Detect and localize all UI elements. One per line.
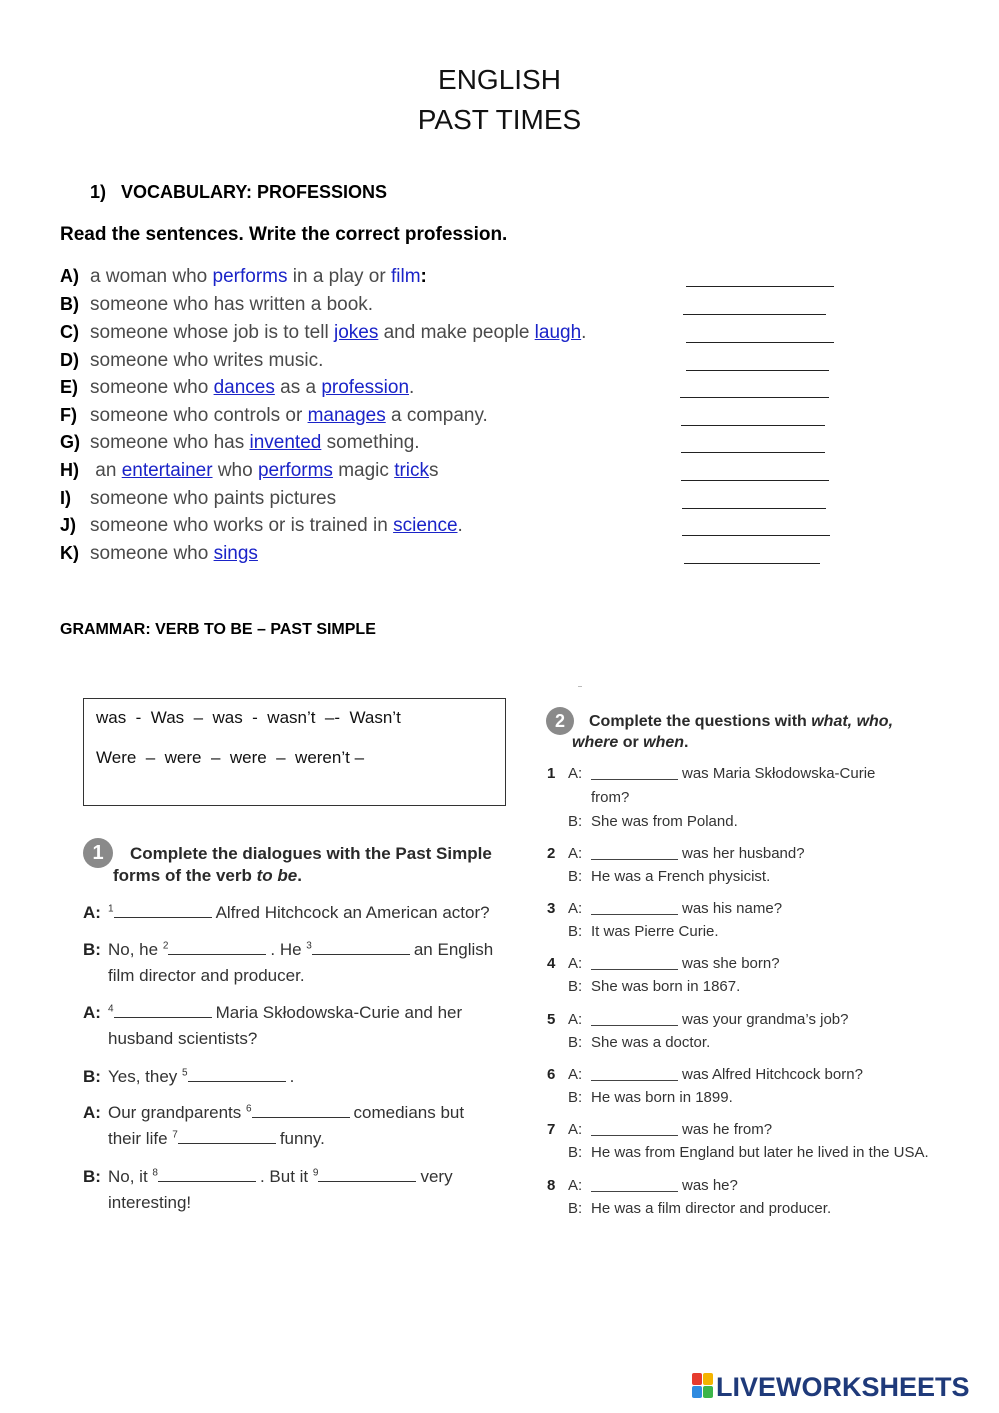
dialogue-text: . xyxy=(289,1067,295,1086)
question-label-a: A: xyxy=(568,955,583,972)
dialogue-text: an English xyxy=(413,940,494,959)
question-number: 4 xyxy=(547,955,556,972)
answer-gap[interactable] xyxy=(318,1167,416,1182)
question-gap[interactable] xyxy=(591,969,678,970)
exercise-1-title-emphasis: to be xyxy=(256,866,298,885)
logo-icon xyxy=(692,1373,714,1399)
vocabulary-text: a company. xyxy=(385,405,488,426)
question-number: 1 xyxy=(547,765,556,782)
question-label-b: B: xyxy=(568,923,583,940)
exercise-2-title-line2 xyxy=(572,734,688,752)
vocabulary-text: film xyxy=(390,266,421,287)
question-text: was her husband? xyxy=(682,845,805,862)
vocabulary-item xyxy=(60,515,463,541)
vocabulary-text: performs xyxy=(212,266,288,287)
vocabulary-item xyxy=(60,377,414,403)
answer-blank[interactable] xyxy=(686,342,834,343)
dialogue-speaker: A: xyxy=(83,903,101,922)
vocabulary-link[interactable]: jokes xyxy=(333,322,379,343)
question-gap[interactable] xyxy=(591,1025,678,1026)
gap-number: 2 xyxy=(162,940,169,952)
answer-gap[interactable] xyxy=(114,903,212,918)
dialogue-line-continued: film director and producer. xyxy=(108,966,305,985)
vocabulary-item-letter: C) xyxy=(60,322,79,342)
vocabulary-item xyxy=(60,294,373,320)
question-label-a: A: xyxy=(568,1121,583,1138)
exercise-2-title-emphasis-2: where xyxy=(572,734,619,751)
vocabulary-text: as a xyxy=(274,377,322,398)
question-label-a: A: xyxy=(568,765,583,782)
vocabulary-item-letter: J) xyxy=(60,515,77,535)
question-text: was Maria Skłodowska-Curie xyxy=(682,765,876,782)
vocabulary-link[interactable]: science xyxy=(393,515,458,536)
vocabulary-item xyxy=(60,460,439,486)
vocabulary-text: and make people xyxy=(378,322,535,343)
page-title-line1: ENGLISH xyxy=(438,64,561,95)
exercise-1-title-line1: Complete the dialogues with the Past Simple xyxy=(130,844,492,863)
gap-number: 4 xyxy=(108,1003,114,1015)
answer-text: It was Pierre Curie. xyxy=(591,923,719,940)
dialogue-speaker: B: xyxy=(83,1167,101,1186)
vocabulary-text: someone who has written a book. xyxy=(90,294,374,315)
vocabulary-text: in a play or xyxy=(287,266,391,287)
dialogue-text: Maria Skłodowska-Curie and her xyxy=(215,1003,463,1022)
vocabulary-text: someone whose job is to tell xyxy=(90,322,334,343)
dialogue-text: Yes, they xyxy=(108,1067,183,1086)
answer-text: She was born in 1867. xyxy=(591,978,741,995)
dialogue-line xyxy=(108,1067,294,1087)
dialogue-line xyxy=(108,1167,453,1187)
dialogue-text: . But it xyxy=(259,1167,313,1186)
exercise-2-title-or: or xyxy=(618,734,644,751)
vocabulary-item-letter: H) xyxy=(60,460,79,480)
dialogue-line xyxy=(108,1003,462,1023)
exercise-1-title-text: forms of the verb xyxy=(113,866,257,885)
vocabulary-link[interactable]: trick xyxy=(394,460,430,481)
question-text: was his name? xyxy=(682,900,783,917)
question-number: 6 xyxy=(547,1066,556,1083)
gap-number: 8 xyxy=(152,1167,158,1179)
question-label-b: B: xyxy=(568,868,583,885)
gap-number: 9 xyxy=(312,1167,319,1179)
question-label-a: A: xyxy=(568,845,583,862)
exercise-1-title-period: . xyxy=(297,866,302,885)
dialogue-line xyxy=(108,1103,464,1123)
answer-gap[interactable] xyxy=(158,1167,256,1182)
vocabulary-text: someone who works or is trained in xyxy=(90,515,394,536)
answer-text: She was from Poland. xyxy=(591,813,738,830)
question-label-a: A: xyxy=(568,1066,583,1083)
gap-number: 1 xyxy=(108,903,114,915)
answer-blank[interactable] xyxy=(682,535,830,536)
vocabulary-item-letter: K) xyxy=(60,543,79,563)
question-number: 3 xyxy=(547,900,556,917)
gap-number: 7 xyxy=(172,1129,178,1141)
dialogue-line xyxy=(108,903,490,923)
question-label-b: B: xyxy=(568,1144,583,1161)
vocabulary-text: something. xyxy=(321,432,420,453)
question-text: was she born? xyxy=(682,955,780,972)
question-label-a: A: xyxy=(568,1177,583,1194)
question-label-a: A: xyxy=(568,900,583,917)
vocabulary-item xyxy=(60,266,427,292)
dialogue-speaker: A: xyxy=(83,1103,101,1122)
vocabulary-text: someone who has xyxy=(90,432,250,453)
answer-gap[interactable] xyxy=(312,940,410,955)
question-number: 5 xyxy=(547,1011,556,1028)
vocabulary-text: . xyxy=(457,515,463,536)
exercise-1-number-badge: 1 xyxy=(83,838,113,868)
answer-blank[interactable] xyxy=(681,425,825,426)
answer-text: He was born in 1899. xyxy=(591,1089,733,1106)
vocabulary-text: someone who xyxy=(90,543,214,564)
vocabulary-text: : xyxy=(420,266,427,287)
gap-number: 5 xyxy=(182,1067,188,1079)
answer-blank[interactable] xyxy=(683,314,826,315)
vocabulary-text: a woman who xyxy=(90,266,213,287)
question-label-b: B: xyxy=(568,813,583,830)
dialogue-text: . He xyxy=(270,940,307,959)
dialogue-text: No, it xyxy=(108,1167,153,1186)
answer-text: He was a film director and producer. xyxy=(591,1200,832,1217)
question-number: 7 xyxy=(547,1121,556,1138)
vocabulary-link[interactable]: laugh xyxy=(534,322,582,343)
question-gap[interactable] xyxy=(591,1191,678,1192)
vocabulary-link[interactable]: profession xyxy=(321,377,410,398)
vocabulary-link[interactable]: sings xyxy=(213,543,258,564)
answer-gap[interactable] xyxy=(114,1003,212,1018)
vocabulary-item-letter: D) xyxy=(60,350,79,370)
exercise-2-title-text: Complete the questions with xyxy=(589,713,812,730)
dialogue-text: Our grandparents xyxy=(108,1103,246,1122)
exercise-2-title-emphasis-3: when xyxy=(643,734,685,751)
dialogue-text: comedians but xyxy=(353,1103,465,1122)
vocabulary-link[interactable]: entertainer xyxy=(121,460,213,481)
dialogue-line-continued xyxy=(108,1129,325,1149)
dialogue-text: funny. xyxy=(279,1129,325,1148)
vocabulary-text: . xyxy=(409,377,415,398)
answer-text: He was from England but later he lived in the USA. xyxy=(591,1144,929,1161)
dialogue-line xyxy=(108,940,493,960)
dialogue-text: their life xyxy=(108,1129,173,1148)
vocabulary-item-letter: A) xyxy=(60,266,79,286)
question-text: was he from? xyxy=(682,1121,773,1138)
answer-blank[interactable] xyxy=(686,370,829,371)
answer-text: She was a doctor. xyxy=(591,1034,711,1051)
section-heading-grammar: GRAMMAR: VERB TO BE – PAST SIMPLE xyxy=(60,621,376,638)
question-label-b: B: xyxy=(568,1200,583,1217)
dialogue-speaker: A: xyxy=(83,1003,101,1022)
vocabulary-item xyxy=(60,322,586,348)
vocabulary-item xyxy=(60,543,258,569)
question-text: was Alfred Hitchcock born? xyxy=(682,1066,863,1083)
dialogue-text: very xyxy=(420,1167,453,1186)
dialogue-speaker: B: xyxy=(83,940,101,959)
vocabulary-link[interactable]: invented xyxy=(249,432,322,453)
vocabulary-text: someone who writes music. xyxy=(90,350,324,371)
vocabulary-item-letter: G) xyxy=(60,432,80,452)
word-box-line1: was - Was – was - wasn’t –- Wasn’t xyxy=(96,708,401,727)
question-number: 2 xyxy=(547,845,556,862)
vocabulary-link[interactable]: performs xyxy=(257,460,333,481)
question-text: was your grandma’s job? xyxy=(682,1011,849,1028)
vocabulary-text: an xyxy=(90,460,122,481)
question-gap[interactable] xyxy=(591,914,678,915)
question-label-a: A: xyxy=(568,1011,583,1028)
answer-text: He was a French physicist. xyxy=(591,868,771,885)
logo-text: LIVEWORKSHEETS xyxy=(716,1372,970,1402)
question-gap[interactable] xyxy=(591,1135,678,1136)
question-gap[interactable] xyxy=(591,859,678,860)
vocabulary-text: someone who controls or xyxy=(90,405,308,426)
vocabulary-item-letter: E) xyxy=(60,377,78,397)
vocabulary-item xyxy=(60,432,420,458)
answer-gap[interactable] xyxy=(168,940,266,955)
exercise-2-title-line1 xyxy=(589,713,893,731)
answer-blank[interactable] xyxy=(686,286,834,287)
vocabulary-text: someone who xyxy=(90,377,214,398)
exercise-2-title-emphasis-1: what, who, xyxy=(811,713,894,730)
vocabulary-text: magic xyxy=(332,460,395,481)
word-box-line2: Were – were – were – weren’t – xyxy=(96,748,365,767)
answer-gap[interactable] xyxy=(178,1129,276,1144)
dialogue-line-continued: interesting! xyxy=(108,1193,192,1212)
vocabulary-item xyxy=(60,350,323,376)
vocabulary-text: who xyxy=(212,460,258,481)
dialogue-speaker: B: xyxy=(83,1067,101,1086)
liveworksheets-logo xyxy=(692,1372,970,1403)
answer-gap[interactable] xyxy=(252,1103,350,1118)
vocabulary-item-letter: I) xyxy=(60,488,71,508)
vocabulary-item-letter: F) xyxy=(60,405,77,425)
answer-blank[interactable] xyxy=(680,397,829,398)
gap-number: 3 xyxy=(306,940,312,952)
question-text: was he? xyxy=(682,1177,738,1194)
answer-blank[interactable] xyxy=(681,480,829,481)
exercise-2-title-period: . xyxy=(684,734,689,751)
vocabulary-text: someone who paints pictures xyxy=(90,488,337,509)
vocabulary-item xyxy=(60,405,488,431)
question-text-continued: from? xyxy=(591,789,630,806)
gap-number: 6 xyxy=(245,1103,252,1115)
question-label-b: B: xyxy=(568,978,583,995)
exercise-2-number-badge: 2 xyxy=(546,707,574,735)
vocabulary-link[interactable]: dances xyxy=(213,377,275,398)
page-title-line2: PAST TIMES xyxy=(417,104,582,135)
answer-gap[interactable] xyxy=(188,1067,286,1082)
question-gap[interactable] xyxy=(591,779,678,780)
question-label-b: B: xyxy=(568,1034,583,1051)
dialogue-text: No, he xyxy=(108,940,163,959)
dialogue-text: Alfred Hitchcock an American actor? xyxy=(215,903,490,922)
vocabulary-item-letter: B) xyxy=(60,294,79,314)
vocabulary-instruction: Read the sentences. Write the correct profession. xyxy=(60,224,508,245)
answer-blank[interactable] xyxy=(684,563,820,564)
vocabulary-text: s xyxy=(429,460,439,481)
exercise-1-title-line2 xyxy=(113,866,302,886)
question-gap[interactable] xyxy=(591,1080,678,1081)
divider-mark xyxy=(578,686,582,687)
vocabulary-link[interactable]: manages xyxy=(307,405,386,426)
dialogue-line-continued: husband scientists? xyxy=(108,1029,258,1048)
vocabulary-text: . xyxy=(581,322,587,343)
answer-blank[interactable] xyxy=(681,452,825,453)
answer-blank[interactable] xyxy=(682,508,826,509)
question-number: 8 xyxy=(547,1177,556,1194)
vocabulary-item xyxy=(60,488,336,514)
question-label-b: B: xyxy=(568,1089,583,1106)
section-heading-vocabulary: 1) VOCABULARY: PROFESSIONS xyxy=(90,182,388,202)
